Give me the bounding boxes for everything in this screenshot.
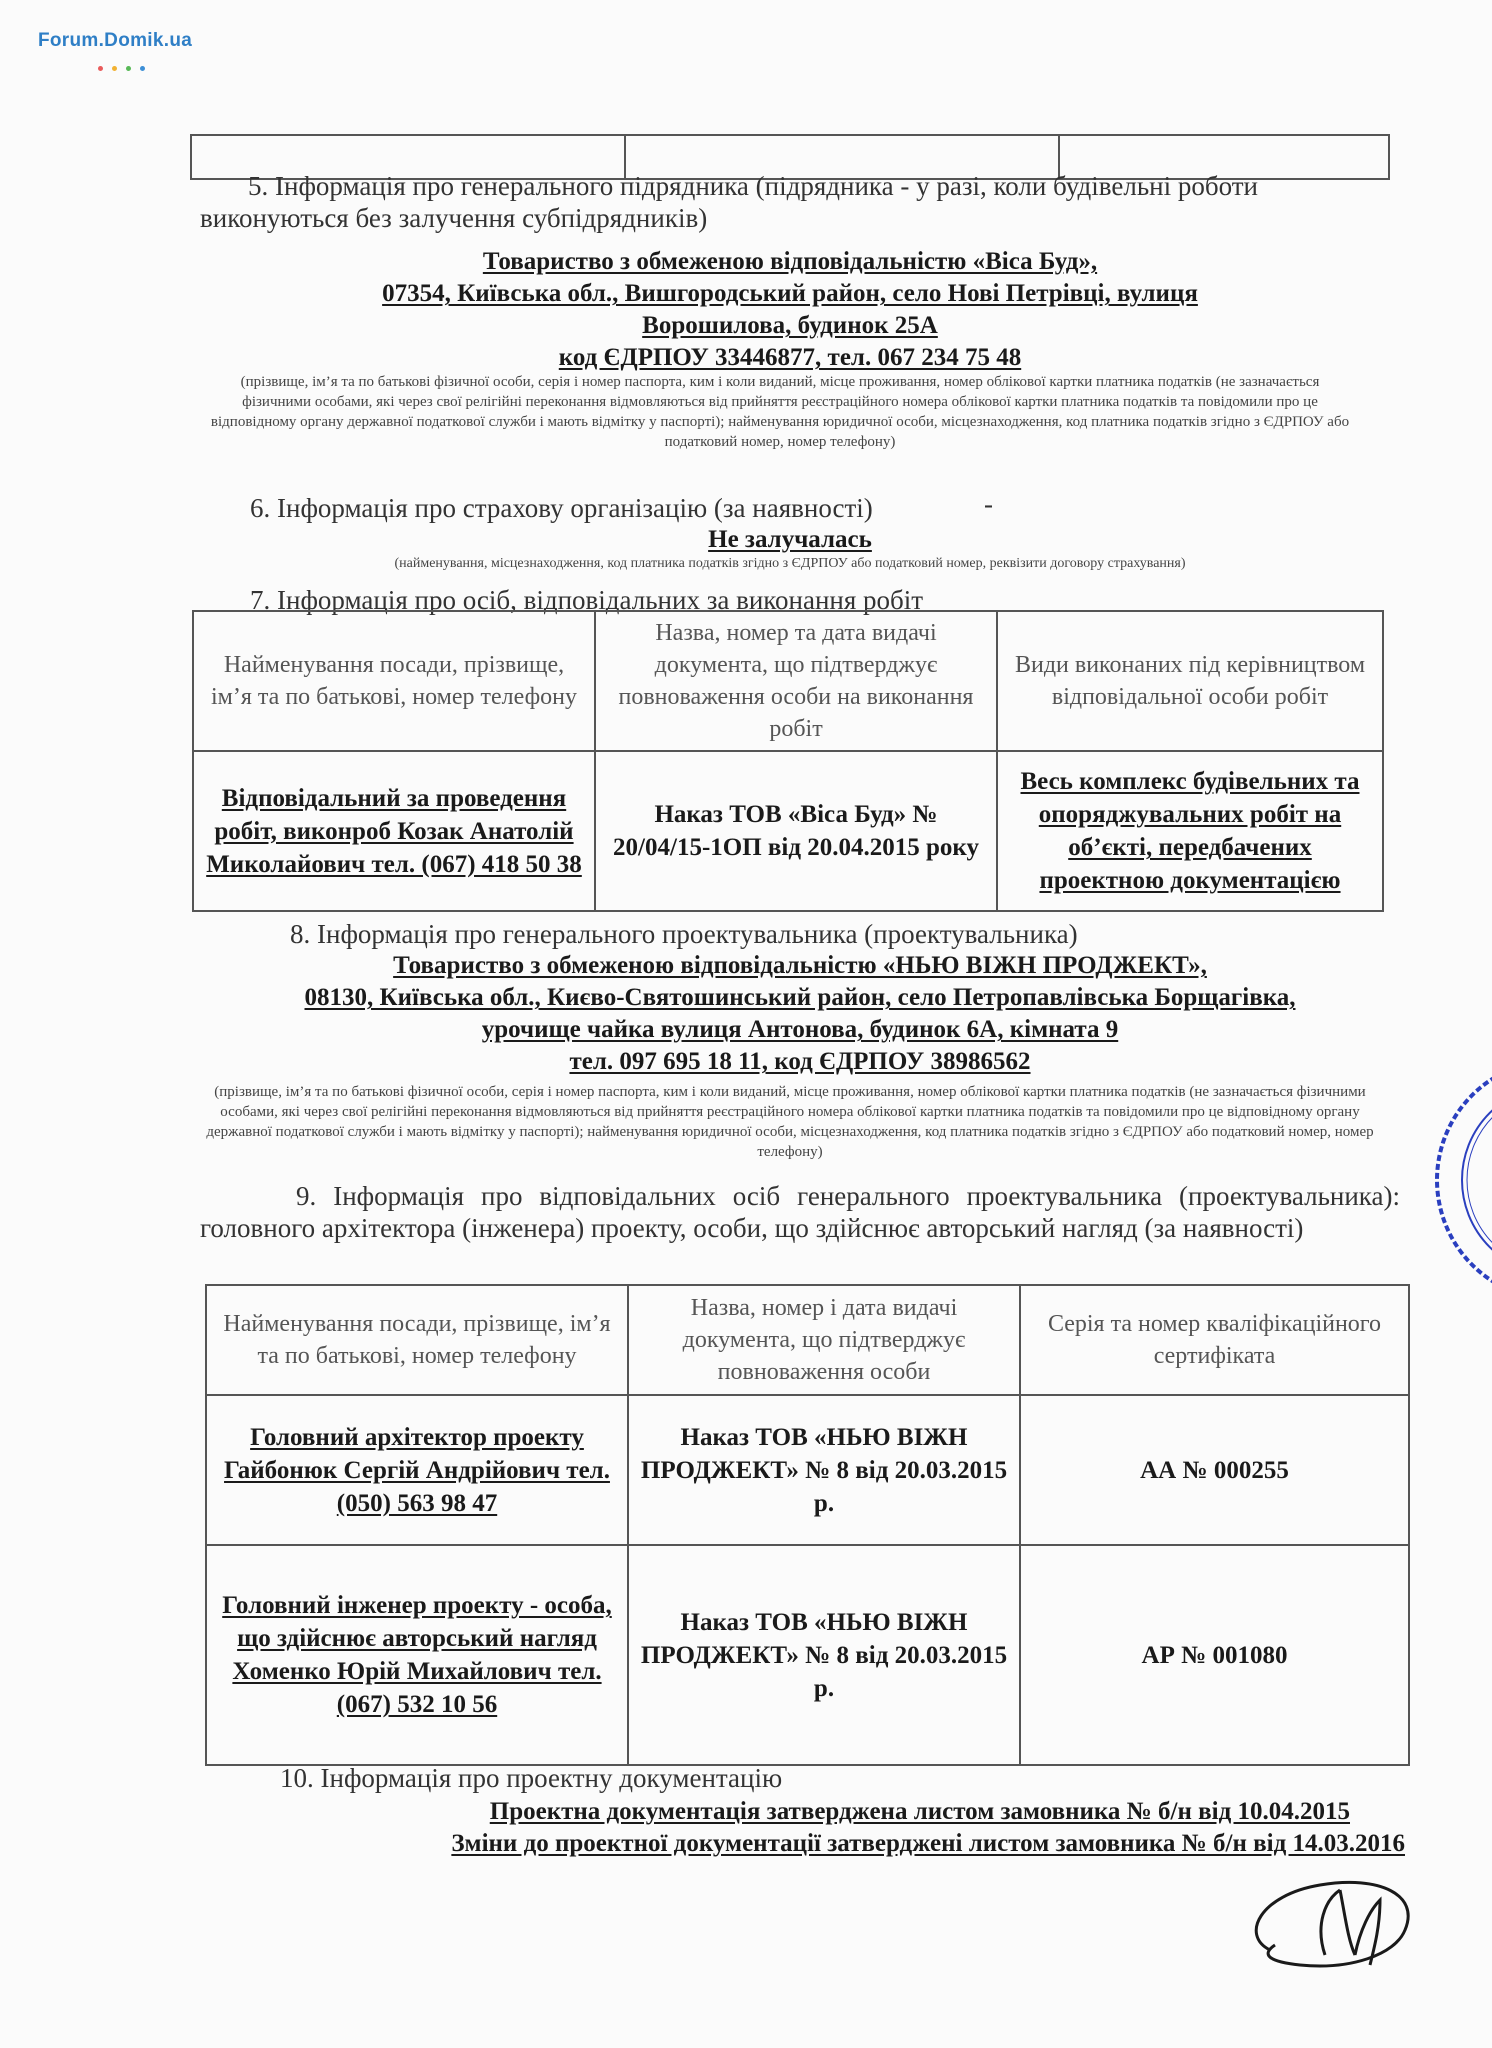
project-doc-line-2: Зміни до проектної документації затверджені листом замовника № б/н від 14.03.2016: [451, 1830, 1405, 1857]
header-cell: Назва, номер та дата видачі документа, що підтверджує повноваження особи на виконання робіт: [595, 611, 997, 751]
table-header-row: [206, 1285, 1409, 1395]
person-cell: Головний архітектор проекту Гайбонюк Сергій Андрійович тел. (050) 563 98 47: [206, 1395, 628, 1545]
contractor-name: Товариство з обмеженою відповідальністю «Віса Буд»,: [482, 248, 1098, 275]
designer-address-1: 08130, Київська обл., Києво-Святошинський район, село Петропавлівська Борщагівка,: [304, 984, 1296, 1011]
designer-code: тел. 097 695 18 11, код ЄДРПОУ 38986562: [569, 1048, 1031, 1075]
contractor-code: код ЄДРПОУ 33446877, тел. 067 234 75 48: [558, 344, 1022, 371]
section-5-note: (прізвище, ім’я та по батькові фізичної особи, серія і номер паспорта, ким і коли виданий, місце проживання, номер облікової картки платника податків (не зазначається фізичними особами, які через свої релігійні переконання відмовляються від прийняття реєстраційного номера облікової картки платника податків та повідомили про це відповідному органу державної податкової служби і мають відмітку у паспорті); найменування юридичної особи, місцезнаходження, код платника податків згідно з ЄДРПОУ або податковий номер, номер телефону): [210, 374, 1350, 450]
table-row: [206, 1545, 1409, 1765]
header-cell: Серія та номер кваліфікаційного сертифіката: [1020, 1285, 1409, 1395]
section-8-note: (прізвище, ім’я та по батькові фізичної особи, серія і номер паспорта, ким і коли виданий, місце проживання, номер облікової картки платника податків (не зазначається фізичними особами, які через свої релігійні переконання відмовляються від прийняття реєстраційного номера облікової картки платника податків та повідомили про це відповідному органу державної податкової служби і мають відмітку у паспорті); найменування юридичної особи, місцезнаходження, код платника податків згідно з ЄДРПОУ або податковий номер, номер телефону): [206, 1084, 1374, 1160]
header-cell: Види виконаних під керівництвом відповідальної особи робіт: [997, 611, 1383, 751]
header-cell: Найменування посади, прізвище, ім’я та по батькові, номер телефону: [206, 1285, 628, 1395]
designer-address-2: урочище чайка вулиця Антонова, будинок 6А, кімната 9: [481, 1016, 1119, 1043]
table-row: [193, 751, 1383, 911]
works-cell: Весь комплекс будівельних та опоряджувальних робіт на об’єкті, передбачених проектною документацією: [997, 751, 1383, 911]
header-cell: Найменування посади, прізвище, ім’я та по батькові, номер телефону: [193, 611, 595, 751]
table-header-row: [193, 611, 1383, 751]
section-6-note: (найменування, місцезнаходження, код платника податків згідно з ЄДРПОУ або податковий номер, реквізити договору страхування): [394, 556, 1186, 571]
signature: [1230, 1855, 1430, 1985]
header-cell: Назва, номер і дата видачі документа, що підтверджує повноваження особи: [628, 1285, 1020, 1395]
watermark-logo: Forum.Domik.ua: [38, 30, 193, 51]
section-7-heading: 7. Інформація про осіб, відповідальних за виконання робіт: [250, 585, 924, 615]
contractor-address-2: Ворошилова, будинок 25А: [642, 312, 938, 339]
person-cell: Головний інженер проекту - особа, що здійснює авторський нагляд Хоменко Юрій Михайлович тел. (067) 532 10 56: [206, 1545, 628, 1765]
contractor-address-1: 07354, Київська обл., Вишгородський район, село Нові Петрівці, вулиця: [382, 280, 1198, 307]
designer-name: Товариство з обмеженою відповідальністю «НЬЮ ВІЖН ПРОДЖЕКТ»,: [393, 952, 1207, 979]
table-row: [206, 1395, 1409, 1545]
designer-block: [200, 950, 1400, 1078]
watermark-dots: [98, 58, 158, 68]
section-6-heading: 6. Інформація про страхову організацію (за наявності): [250, 493, 873, 523]
contractor-block: [200, 246, 1380, 374]
certificate-cell: АР № 001080: [1020, 1545, 1409, 1765]
responsible-persons-table: [192, 610, 1384, 912]
insurance-value: Не залучалась: [708, 526, 872, 553]
project-doc-line-1: Проектна документація затверджена листом замовника № б/н від 10.04.2015: [489, 1798, 1350, 1825]
section-6-dash: -: [984, 489, 993, 519]
certificate-cell: АА № 000255: [1020, 1395, 1409, 1545]
section-9-heading: 9. Інформація про відповідальних осіб генерального проектувальника (проектувальника): головного архітектора (інженера) проекту, особи, що здійснює авторський нагляд (за наявності): [200, 1181, 1400, 1243]
designer-persons-table: [205, 1284, 1410, 1766]
section-8-heading: 8. Інформація про генерального проектувальника (проектувальника): [290, 919, 1078, 949]
section-10-heading: 10. Інформація про проектну документацію: [280, 1763, 783, 1793]
section-5-heading: 5. Інформація про генерального підрядника (підрядника - у разі, коли будівельні роботи виконуються без залучення субпідрядників): [200, 171, 1258, 233]
order-cell: Наказ ТОВ «НЬЮ ВІЖН ПРОДЖЕКТ» № 8 від 20.03.2015 р.: [628, 1545, 1020, 1765]
stamp-fragment: [1422, 1030, 1492, 1330]
responsible-person-cell: Відповідальний за проведення робіт, виконроб Козак Анатолій Миколайович тел. (067) 418 50 38: [193, 751, 595, 911]
order-cell: Наказ ТОВ «Віса Буд» № 20/04/15-1ОП від 20.04.2015 року: [595, 751, 997, 911]
order-cell: Наказ ТОВ «НЬЮ ВІЖН ПРОДЖЕКТ» № 8 від 20.03.2015 р.: [628, 1395, 1020, 1545]
